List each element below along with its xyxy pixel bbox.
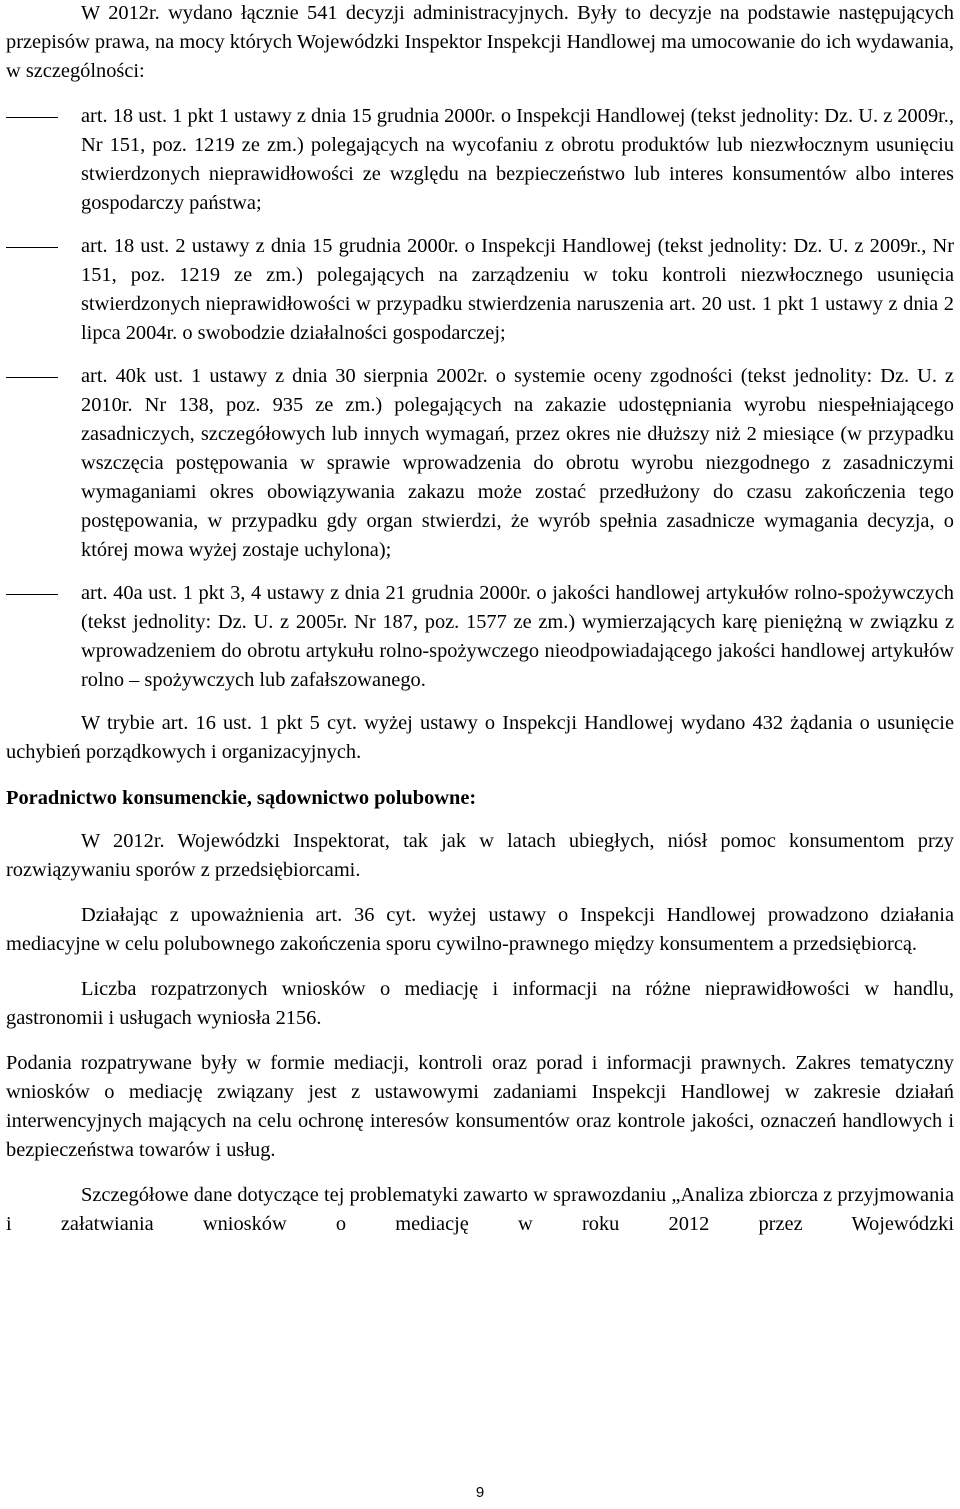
list-item-text: art. 18 ust. 1 pkt 1 ustawy z dnia 15 grudnia 2000r. o Inspekcji Handlowej (tekst jednolity: Dz. U. z 2009r., Nr 151, poz. 1219 ze zm.) polegających na wycofaniu z obrotu produktów lub niezwłocznym usunięciu stwierdzonych nieprawidłowości ze względu na bezpieczeństwo lub interes konsumentów albo interes gospodarczy państwa; xyxy=(81,105,954,214)
list-item xyxy=(6,579,954,695)
list-item xyxy=(6,362,954,565)
list-item-text: art. 40k ust. 1 ustawy z dnia 30 sierpnia 2002r. o systemie oceny zgodności (tekst jednolity: Dz. U. z 2010r. Nr 138, poz. 935 ze zm.) polegających na zakazie udostępniania wyrobu niespełniającego zasadniczych, szczegółowych lub innych wymagań, przez okres nie dłuższy niż 2 miesiące (w przypadku wszczęcia postępowania w sprawie wprowadzenia do obrotu wyrobu niezgodnego z zasadniczymi wymaganiami okres obowiązywania zakazu może zostać przedłużony do czasu zakończenia tego postępowania, w przypadku gdy organ stwierdzi, że wyrób spełnia zasadnicze wymagania decyzja, o której mowa wyżej zostaje uchylona); xyxy=(81,365,954,561)
page-number: 9 xyxy=(475,1484,485,1501)
list-item-text: art. 40a ust. 1 pkt 3, 4 ustawy z dnia 21 grudnia 2000r. o jakości handlowej artykułów rolno-spożywczych (tekst jednolity: Dz. U. z 2005r. Nr 187, poz. 1577 ze zm.) wymierzających karę pieniężną w związku z wprowadzeniem do obrotu artykułu rolno-spożywczego nieodpowiadającego jakości handlowej artykułów rolno – spożywczych lub zafałszowanego. xyxy=(81,582,954,691)
document-page xyxy=(6,0,954,1239)
paragraph: Podania rozpatrywane były w formie mediacji, kontroli oraz porad i informacji prawnych. Zakres tematyczny wniosków o mediację związany jest z ustawowymi zadaniami Inspekcji Handlowej w zakresie działań interwencyjnych mających na celu ochronę interesów konsumentów oraz kontrole jakości, oznaczeń handlowych i bezpieczeństwa towarów i usług. xyxy=(6,1052,954,1161)
legal-basis-list xyxy=(6,102,954,695)
dash-bullet-icon xyxy=(6,594,58,595)
paragraph: Działając z upoważnienia art. 36 cyt. wyżej ustawy o Inspekcji Handlowej prowadzono działania mediacyjne w celu polubownego zakończenia sporu cywilno-prawnego między konsumentem a przedsiębiorcą. xyxy=(6,904,954,955)
paragraph-demands: W trybie art. 16 ust. 1 pkt 5 cyt. wyżej ustawy o Inspekcji Handlowej wydano 432 żądania o usunięcie uchybień porządkowych i organizacyjnych. xyxy=(6,712,954,763)
paragraph: Liczba rozpatrzonych wniosków o mediację i informacji na różne nieprawidłowości w handlu, gastronomii i usługach wyniosła 2156. xyxy=(6,978,954,1029)
list-item xyxy=(6,232,954,348)
list-item-text: art. 18 ust. 2 ustawy z dnia 15 grudnia 2000r. o Inspekcji Handlowej (tekst jednolity: Dz. U. z 2009r., Nr 151, poz. 1219 ze zm.) polegających na zarządzeniu w toku kontroli niezwłocznego usunięcia stwierdzonych nieprawidłowości w przypadku stwierdzenia naruszenia art. 20 ust. 1 pkt 1 ustawy z dnia 2 lipca 2004r. o swobodzie działalności gospodarczej; xyxy=(81,235,954,344)
dash-bullet-icon xyxy=(6,117,58,118)
dash-bullet-icon xyxy=(6,247,58,248)
intro-paragraph: W 2012r. wydano łącznie 541 decyzji administracyjnych. Były to decyzje na podstawie następujących przepisów prawa, na mocy których Wojewódzki Inspektor Inspekcji Handlowej ma umocowanie do ich wydawania, w szczególności: xyxy=(6,2,954,82)
section-heading: Poradnictwo konsumenckie, sądownictwo polubowne: xyxy=(6,787,477,809)
list-item xyxy=(6,102,954,218)
paragraph: Szczegółowe dane dotyczące tej problematyki zawarto w sprawozdaniu „Analiza zbiorcza z przyjmowania i załatwiania wniosków o mediację w roku 2012 przez Wojewódzki xyxy=(6,1184,954,1235)
dash-bullet-icon xyxy=(6,377,58,378)
paragraph: W 2012r. Wojewódzki Inspektorat, tak jak w latach ubiegłych, niósł pomoc konsumentom przy rozwiązywaniu sporów z przedsiębiorcami. xyxy=(6,830,954,881)
